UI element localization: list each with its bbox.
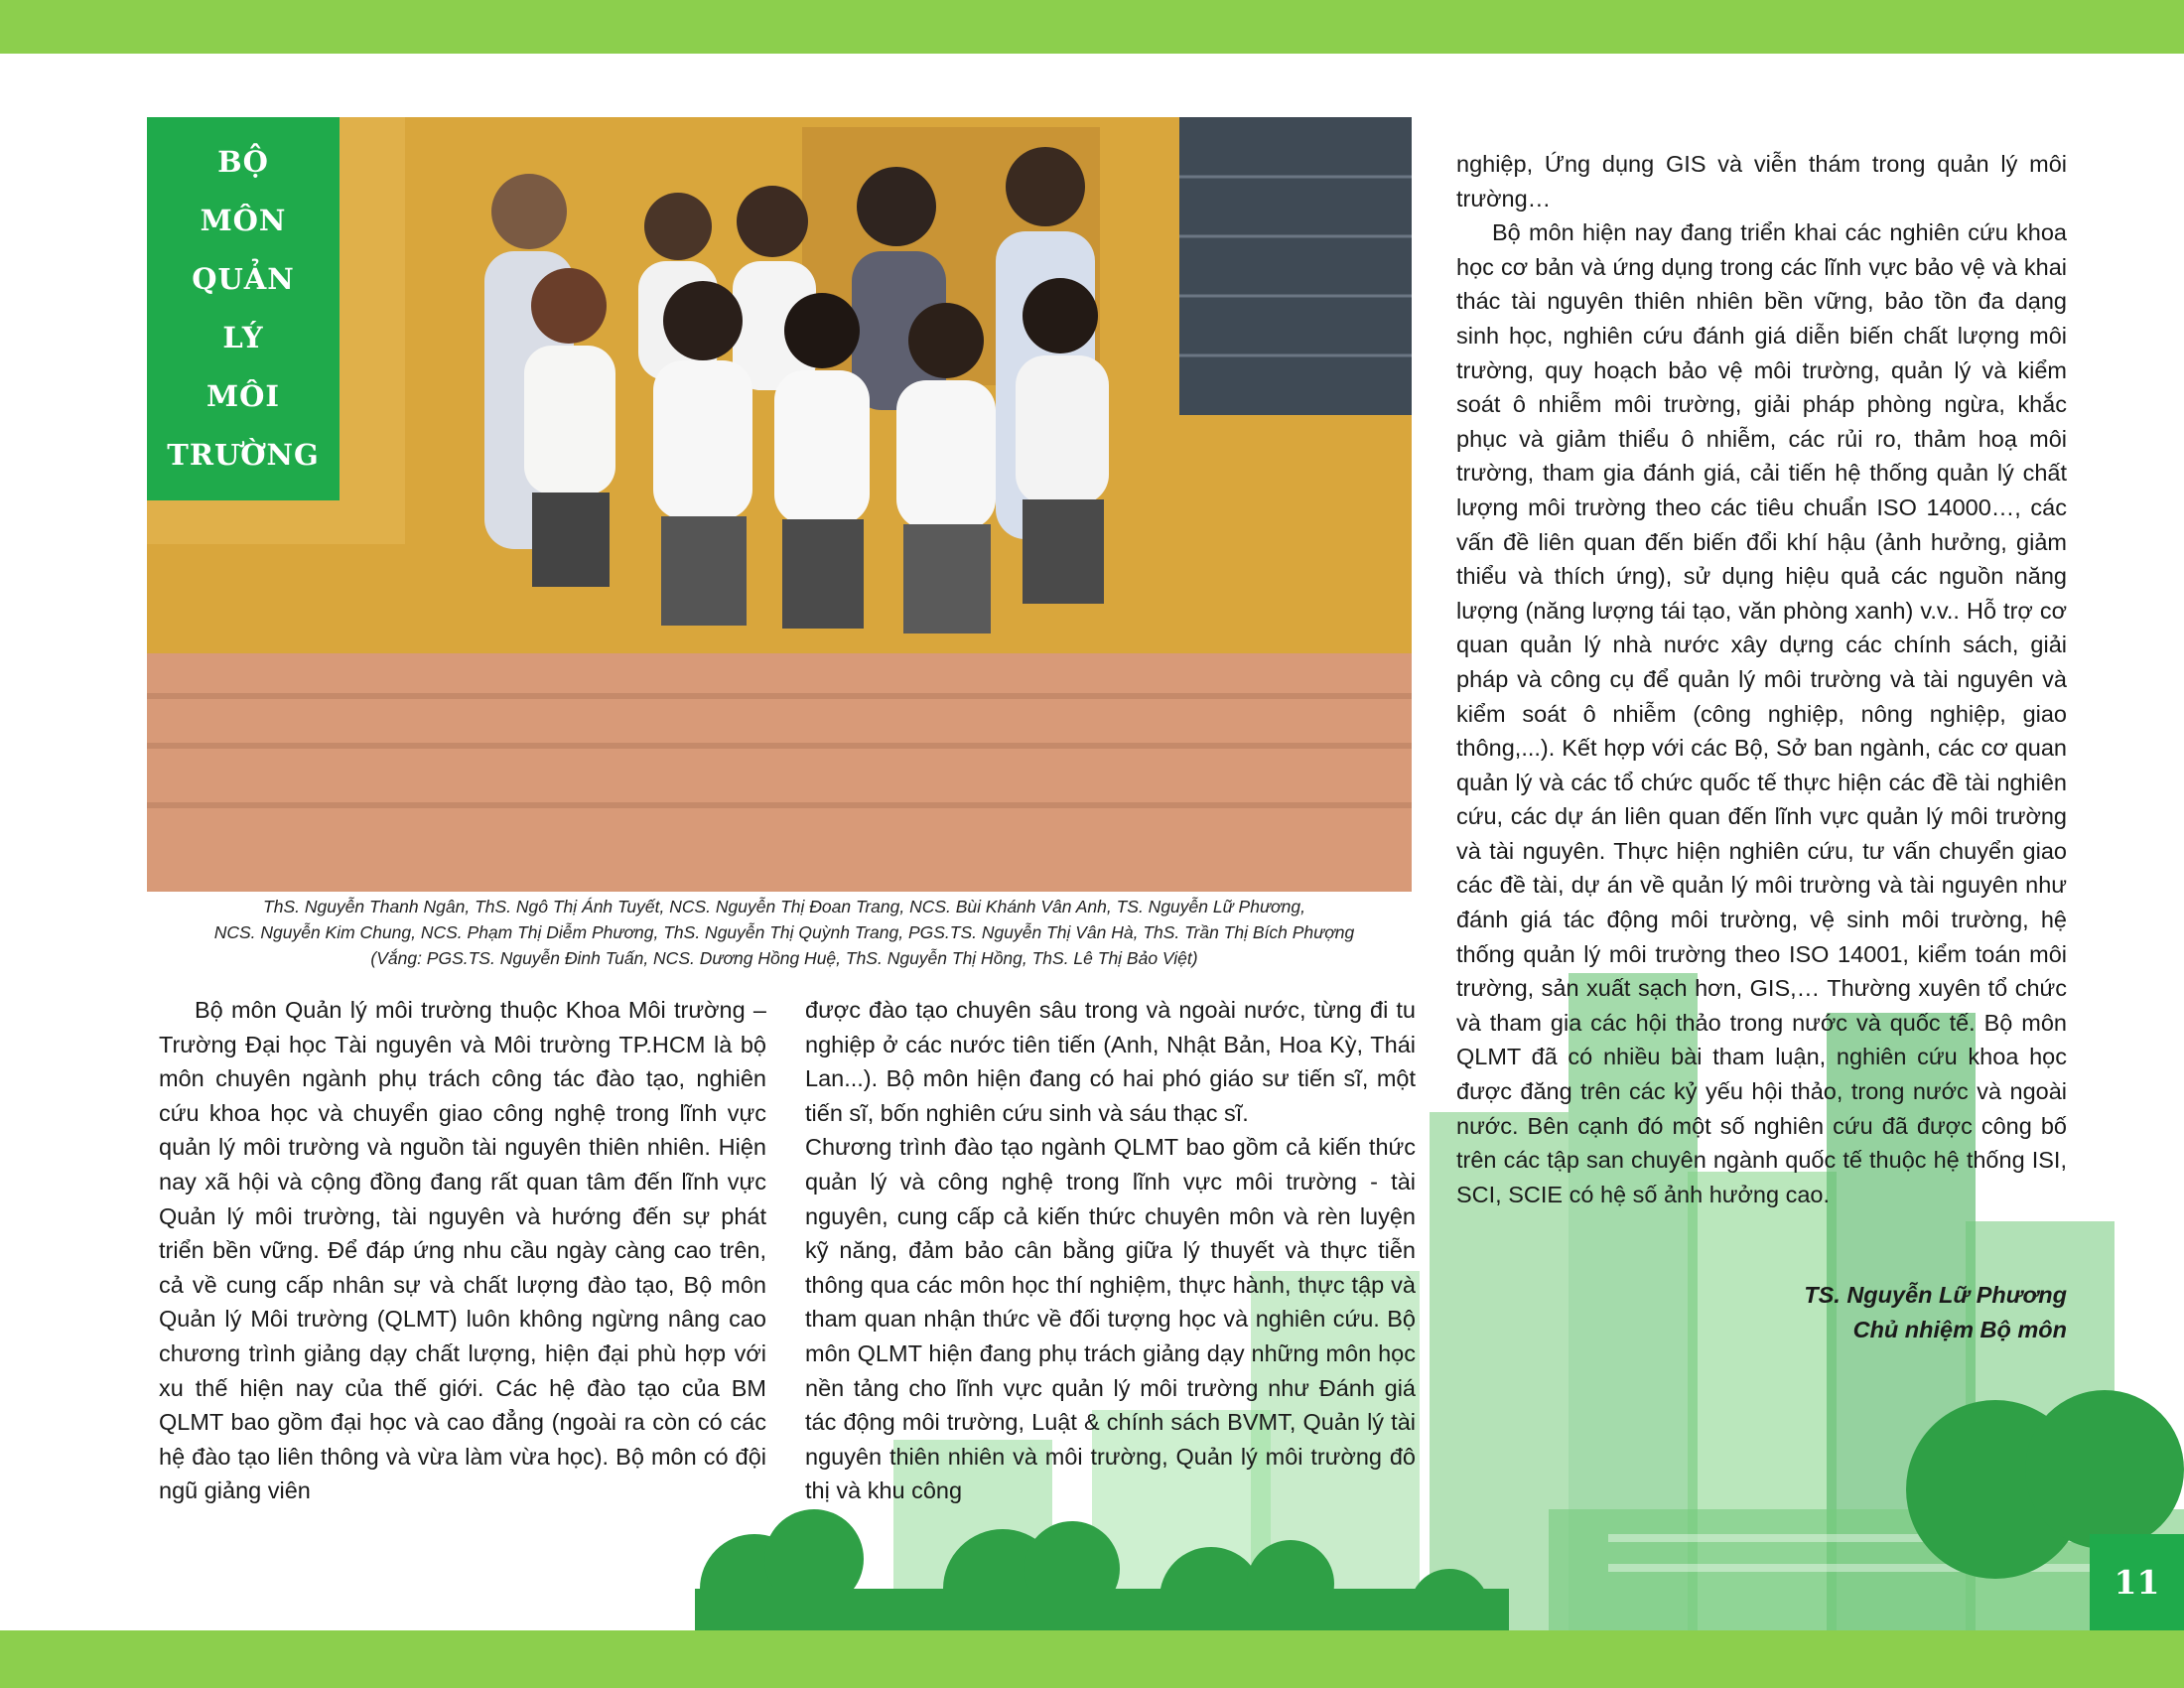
article-column-2 <box>805 993 1416 1508</box>
paragraph: được đào tạo chuyên sâu trong và ngoài nước, từng đi tu nghiệp ở các nước tiên tiến (Anh, Nhật Bản, Hoa Kỳ, Thái Lan...). Bộ môn hiện đang có hai phó giáo sư tiến sĩ, một tiến sĩ, bốn nghiên cứu sinh và sáu thạc sĩ. <box>805 997 1416 1126</box>
author-name: TS. Nguyễn Lữ Phương <box>1804 1282 2067 1308</box>
bottom-decorative-bar <box>0 1630 2184 1688</box>
article-column-1 <box>159 993 766 1508</box>
paragraph: Bộ môn hiện nay đang triển khai các nghiên cứu khoa học cơ bản và ứng dụng trong các lĩnh vực bảo vệ và khai thác tài nguyên thiên nhiên bền vững, bảo tồn đa dạng sinh học, nghiên cứu đánh giá diễn biến chất lượng môi trường, quy hoạch bảo vệ môi trường, quản lý và kiểm soát ô nhiễm môi trường, giải pháp phòng ngừa, khắc phục và giảm thiểu ô nhiễm, các rủi ro, thảm hoạ môi trường, tham gia đánh giá, cải tiến hệ thống quản lý chất lượng môi trường theo các tiêu chuẩn ISO 14000…, các vấn đề liên quan đến biến đổi khí hậu (ảnh hưởng, giảm thiểu và thích ứng), sử dụng hiệu quả các nguồn năng lượng (năng lượng tái tạo, văn phòng xanh) v.v.. Hỗ trợ cơ quan quản lý nhà nước xây dựng các chính sách, giải pháp và công cụ để quản lý môi trường và tài nguyên và kiểm soát ô nhiễm (công nghiệp, nông nghiệp, giao thông,...). Kết hợp với các Bộ, Sở ban ngành, các cơ quan quản lý và các tổ chức quốc tế thực hiện các đề tài nghiên cứu, các dự án liên quan đến lĩnh vực quản lý môi trường và tài nguyên. Thực hiện nghiên cứu, tư vấn chuyển giao các đề tài, dự án về quản lý môi trường và tài nguyên như đánh giá tác động môi trường, vệ sinh môi trường, hệ thống quản lý môi trường theo ISO 14001, kiểm toán môi trường, sản xuất sạch hơn, GIS,… Thường xuyên tổ chức và tham gia các hội thảo trong nước và quốc tế. Bộ môn QLMT đã có nhiều bài tham luận, nghiên cứu khoa học được đăng trên các kỷ yếu hội thảo, trong nước và ngoài nước. Bên cạnh đó một số nghiên cứu đã được công bố trên các tập san chuyên ngành quốc tế thuộc hệ thống ISI, SCI, SCIE có hệ số ảnh hưởng cao. <box>1456 219 2067 1207</box>
title-line: QUẢN <box>192 262 295 296</box>
title-line: MÔI <box>206 379 280 413</box>
title-line: MÔN <box>200 204 287 237</box>
page-number: 11 <box>2090 1534 2184 1630</box>
section-title <box>147 117 340 500</box>
title-line: LÝ <box>222 321 264 354</box>
caption-line: (Vắng: PGS.TS. Nguyễn Đinh Tuấn, NCS. Dương Hồng Huệ, ThS. Nguyễn Thị Hồng, ThS. Lê Thị Bảo Việt) <box>370 948 1198 968</box>
caption-line: NCS. Nguyễn Kim Chung, NCS. Phạm Thị Diễm Phương, ThS. Nguyễn Thị Quỳnh Trang, PGS.TS. Nguyễn Thị Vân Hà, ThS. Trần Thị Bích Phượng <box>213 922 1355 942</box>
article-column-3 <box>1456 147 2067 1211</box>
title-line: TRƯỜNG <box>167 438 320 472</box>
paragraph: Bộ môn Quản lý môi trường thuộc Khoa Môi trường – Trường Đại học Tài nguyên và Môi trường TP.HCM là bộ môn chuyên ngành phụ trách công tác đào tạo, nghiên cứu khoa học và chuyển giao công nghệ trong lĩnh vực quản lý môi trường và nguồn tài nguyên thiên nhiên. Hiện nay xã hội và cộng đồng đang rất quan tâm đến lĩnh vực Quản lý môi trường, tài nguyên và hướng đến sự phát triển bền vững. Để đáp ứng nhu cầu ngày càng cao trên, cả về cung cấp nhân sự và chất lượng đào tạo, Bộ môn Quản lý Môi trường (QLMT) luôn không ngừng nâng cao chương trình giảng dạy chất lượng, hiện đại phù hợp với xu thế hiện nay của thế giới. Các hệ đào tạo của BM QLMT bao gồm đại học và cao đẳng (ngoài ra còn có các hệ đào tạo liên thông và vừa làm vừa học). Bộ môn có đội ngũ giảng viên <box>159 997 766 1504</box>
caption-line: ThS. Nguyễn Thanh Ngân, ThS. Ngô Thị Ánh Tuyết, NCS. Nguyễn Thị Đoan Trang, NCS. Bùi Khánh Vân Anh, TS. Nguyễn Lữ Phương, <box>263 897 1305 916</box>
paragraph: Chương trình đào tạo ngành QLMT bao gồm cả kiến thức quản lý và công nghệ trong lĩnh vực môi trường - tài nguyên, cung cấp cả kiến thức chuyên môn và rèn luyện kỹ năng, đảm bảo cân bằng giữa lý thuyết và thực tiễn thông qua các môn học thí nghiệm, thực hành, thực tập và tham quan nhận thức về đối tượng học và nghiên cứu. Bộ môn QLMT hiện đang phụ trách giảng dạy những môn học nền tảng cho lĩnh vực quản lý môi trường như Đánh giá tác động môi trường, Luật & chính sách BVMT, Quản lý tài nguyên thiên nhiên và môi trường, Quản lý môi trường đô thị và khu công <box>805 1134 1416 1504</box>
paragraph: nghiệp, Ứng dụng GIS và viễn thám trong quản lý môi trường… <box>1456 151 2067 211</box>
photo-caption <box>147 894 1422 971</box>
author-signature <box>1456 1278 2067 1347</box>
title-line: BỘ <box>217 145 269 179</box>
author-role: Chủ nhiệm Bộ môn <box>1852 1317 2067 1342</box>
